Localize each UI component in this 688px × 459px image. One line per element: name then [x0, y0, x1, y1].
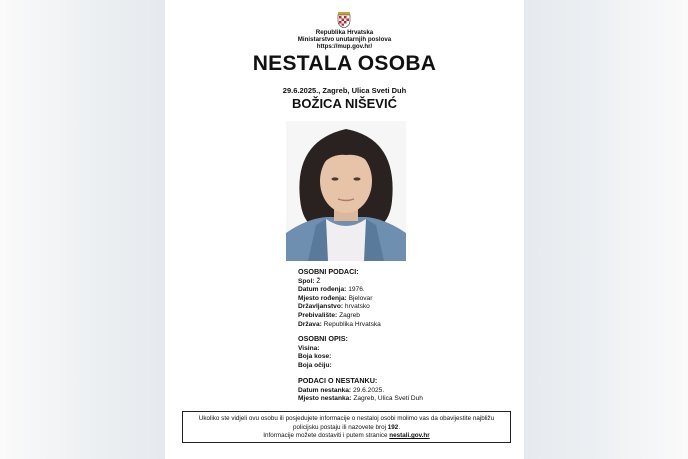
- person-photo: [286, 121, 406, 261]
- notice-line: policijsku postaju ili nazovete broj 192.: [292, 423, 401, 431]
- notice-line: Informacije možete dostaviti i putem stranice nestali.gov.hr: [263, 432, 430, 440]
- background-right: [524, 0, 688, 459]
- info-row: Mjesto rođenja: Bjelovar: [298, 294, 373, 302]
- person-name: BOŽICA NIŠEVIĆ: [292, 96, 397, 111]
- info-row: Boja očiju:: [298, 361, 332, 369]
- info-row: Državljanstvo: hrvatsko: [298, 303, 370, 311]
- date-location: 29.6.2025., Zagreb, Ulica Sveti Duh: [282, 86, 407, 95]
- info-row: Država: Republika Hrvatska: [298, 320, 381, 328]
- notice-line: Ukoliko ste vidjeli ovu osobu ili posjedujete informacije o nestaloj osobi molimo vas da obavijestite najbližu: [198, 415, 495, 422]
- contact-notice: [182, 411, 511, 443]
- info-row: Datum rođenja: 1976.: [298, 286, 365, 294]
- section-heading: OSOBNI OPIS:: [298, 334, 348, 343]
- info-row: Mjesto nestanka: Zagreb, Ulica Sveti Duh: [298, 395, 423, 403]
- missing-person-poster: [165, 0, 524, 459]
- header-url[interactable]: https://mup.gov.hr/: [316, 43, 373, 50]
- info-row: Prebivalište: Zagreb: [298, 311, 360, 319]
- header-country: Republika Hrvatska: [315, 29, 374, 36]
- info-row: Spol: Ž: [298, 277, 321, 285]
- personal-data-section: [298, 268, 381, 329]
- info-row: Datum nestanka: 29.6.2025.: [298, 386, 385, 394]
- phone-number[interactable]: 192: [387, 423, 399, 431]
- header-ministry: Ministarstvo unutarnjih poslova: [297, 36, 392, 43]
- info-row: Boja kose:: [298, 353, 332, 361]
- page-title: NESTALA OSOBA: [252, 52, 437, 75]
- disappearance-section: [298, 377, 423, 404]
- nestali-link[interactable]: nestali.gov.hr: [389, 432, 430, 440]
- section-heading: OSOBNI PODACI:: [298, 267, 359, 276]
- coat-of-arms-icon: [337, 12, 351, 28]
- background-left: [0, 0, 165, 459]
- description-section: [298, 335, 348, 370]
- info-row: Visina:: [298, 344, 320, 352]
- section-heading: PODACI O NESTANKU:: [298, 376, 378, 385]
